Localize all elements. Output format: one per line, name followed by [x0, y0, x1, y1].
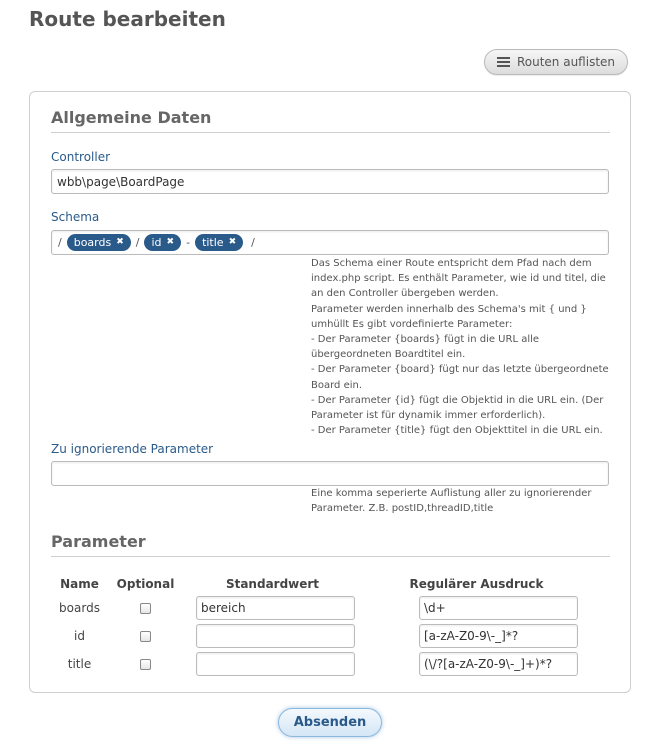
controller-input[interactable]	[51, 169, 609, 194]
schema-input[interactable]	[51, 230, 609, 255]
default-value-input[interactable]: bereich	[196, 596, 355, 620]
param-name: id	[74, 629, 85, 643]
parameters-table	[51, 574, 591, 678]
table-row	[51, 650, 591, 678]
list-routes-label: Routen auflisten	[516, 55, 616, 69]
default-value-input[interactable]	[196, 652, 355, 676]
help-line: - Der Parameter {board} fügt nur das letzte übergeordnete	[311, 364, 609, 376]
schema-tag-title	[195, 234, 243, 251]
param-name: boards	[59, 601, 100, 615]
regex-input[interactable]: \d+	[419, 596, 578, 620]
ignore-params-input[interactable]	[51, 461, 609, 486]
list-routes-button[interactable]	[484, 49, 628, 75]
remove-tag-icon[interactable]: ✖	[116, 237, 124, 247]
help-line: index.php script. Es enthält Parameter, wie id und titel, die	[311, 273, 606, 285]
help-line: - Der Parameter {id} fügt die Objektid in die URL ein. (Der	[311, 394, 604, 406]
schema-separator: -	[186, 236, 191, 249]
schema-help-text	[311, 256, 611, 438]
schema-separator: /	[58, 236, 62, 249]
help-line: übergeordneten Boardtitel ein.	[311, 349, 466, 361]
help-line: - Der Parameter {title} fügt den Objekttitel in die URL ein.	[311, 425, 603, 437]
regex-input[interactable]: [a-zA-Z0-9\-_]*?	[419, 624, 578, 648]
optional-checkbox[interactable]	[140, 631, 151, 642]
route-form-container	[29, 91, 631, 693]
schema-tag-label: id	[151, 236, 162, 249]
schema-tag-label: title	[202, 236, 224, 249]
column-header-name: Name	[60, 577, 99, 591]
remove-tag-icon[interactable]: ✖	[166, 237, 175, 247]
schema-tag-label: boards	[73, 236, 112, 249]
remove-tag-icon[interactable]: ✖	[228, 237, 237, 247]
submit-button[interactable]: Absenden	[278, 708, 382, 737]
schema-tag-id	[144, 234, 181, 251]
schema-label: Schema	[51, 210, 100, 224]
optional-checkbox[interactable]	[140, 659, 151, 670]
help-line: Parameter werden innerhalb des Schema's mit { und }	[311, 303, 587, 315]
schema-separator: /	[251, 236, 255, 249]
schema-tag-boards	[67, 234, 131, 251]
param-name: title	[67, 657, 92, 671]
regex-input[interactable]: (\/?[a-zA-Z0-9\-_]+)*?	[419, 652, 578, 676]
list-icon	[497, 57, 510, 67]
ignore-params-label: Zu ignorierende Parameter	[51, 442, 214, 456]
parameters-section-title: Parameter	[51, 532, 610, 557]
ignore-params-help-text	[311, 486, 611, 516]
table-row	[51, 622, 591, 650]
help-line: - Der Parameter {boards} fügt in die URL alle	[311, 334, 540, 346]
help-line: umhüllt Es gibt vordefinierte Parameter:	[311, 318, 513, 330]
help-line: Parameter. Z.B. postID,threadID,title	[311, 503, 494, 515]
column-header-regex: Regulärer Ausdruck	[409, 577, 544, 591]
column-header-default: Standardwert	[225, 577, 320, 591]
help-line: Parameter ist für dynamik immer erforderlich).	[311, 410, 546, 422]
help-line: Eine komma seperierte Auflistung aller zu ignorierender	[311, 488, 592, 499]
column-header-optional: Optional	[116, 577, 175, 591]
schema-separator: /	[135, 236, 140, 249]
table-header-row	[51, 574, 591, 594]
help-line: Das Schema einer Route entspricht dem Pfad nach dem	[311, 258, 592, 269]
controller-label: Controller	[51, 150, 111, 164]
table-row	[51, 594, 591, 622]
help-line: an den Controller übergeben werden.	[311, 288, 499, 300]
help-line: Board ein.	[311, 379, 363, 391]
optional-checkbox[interactable]	[140, 603, 151, 614]
default-value-input[interactable]	[196, 624, 355, 648]
general-section-title: Allgemeine Daten	[51, 108, 610, 133]
page-title: Route bearbeiten	[29, 7, 226, 31]
